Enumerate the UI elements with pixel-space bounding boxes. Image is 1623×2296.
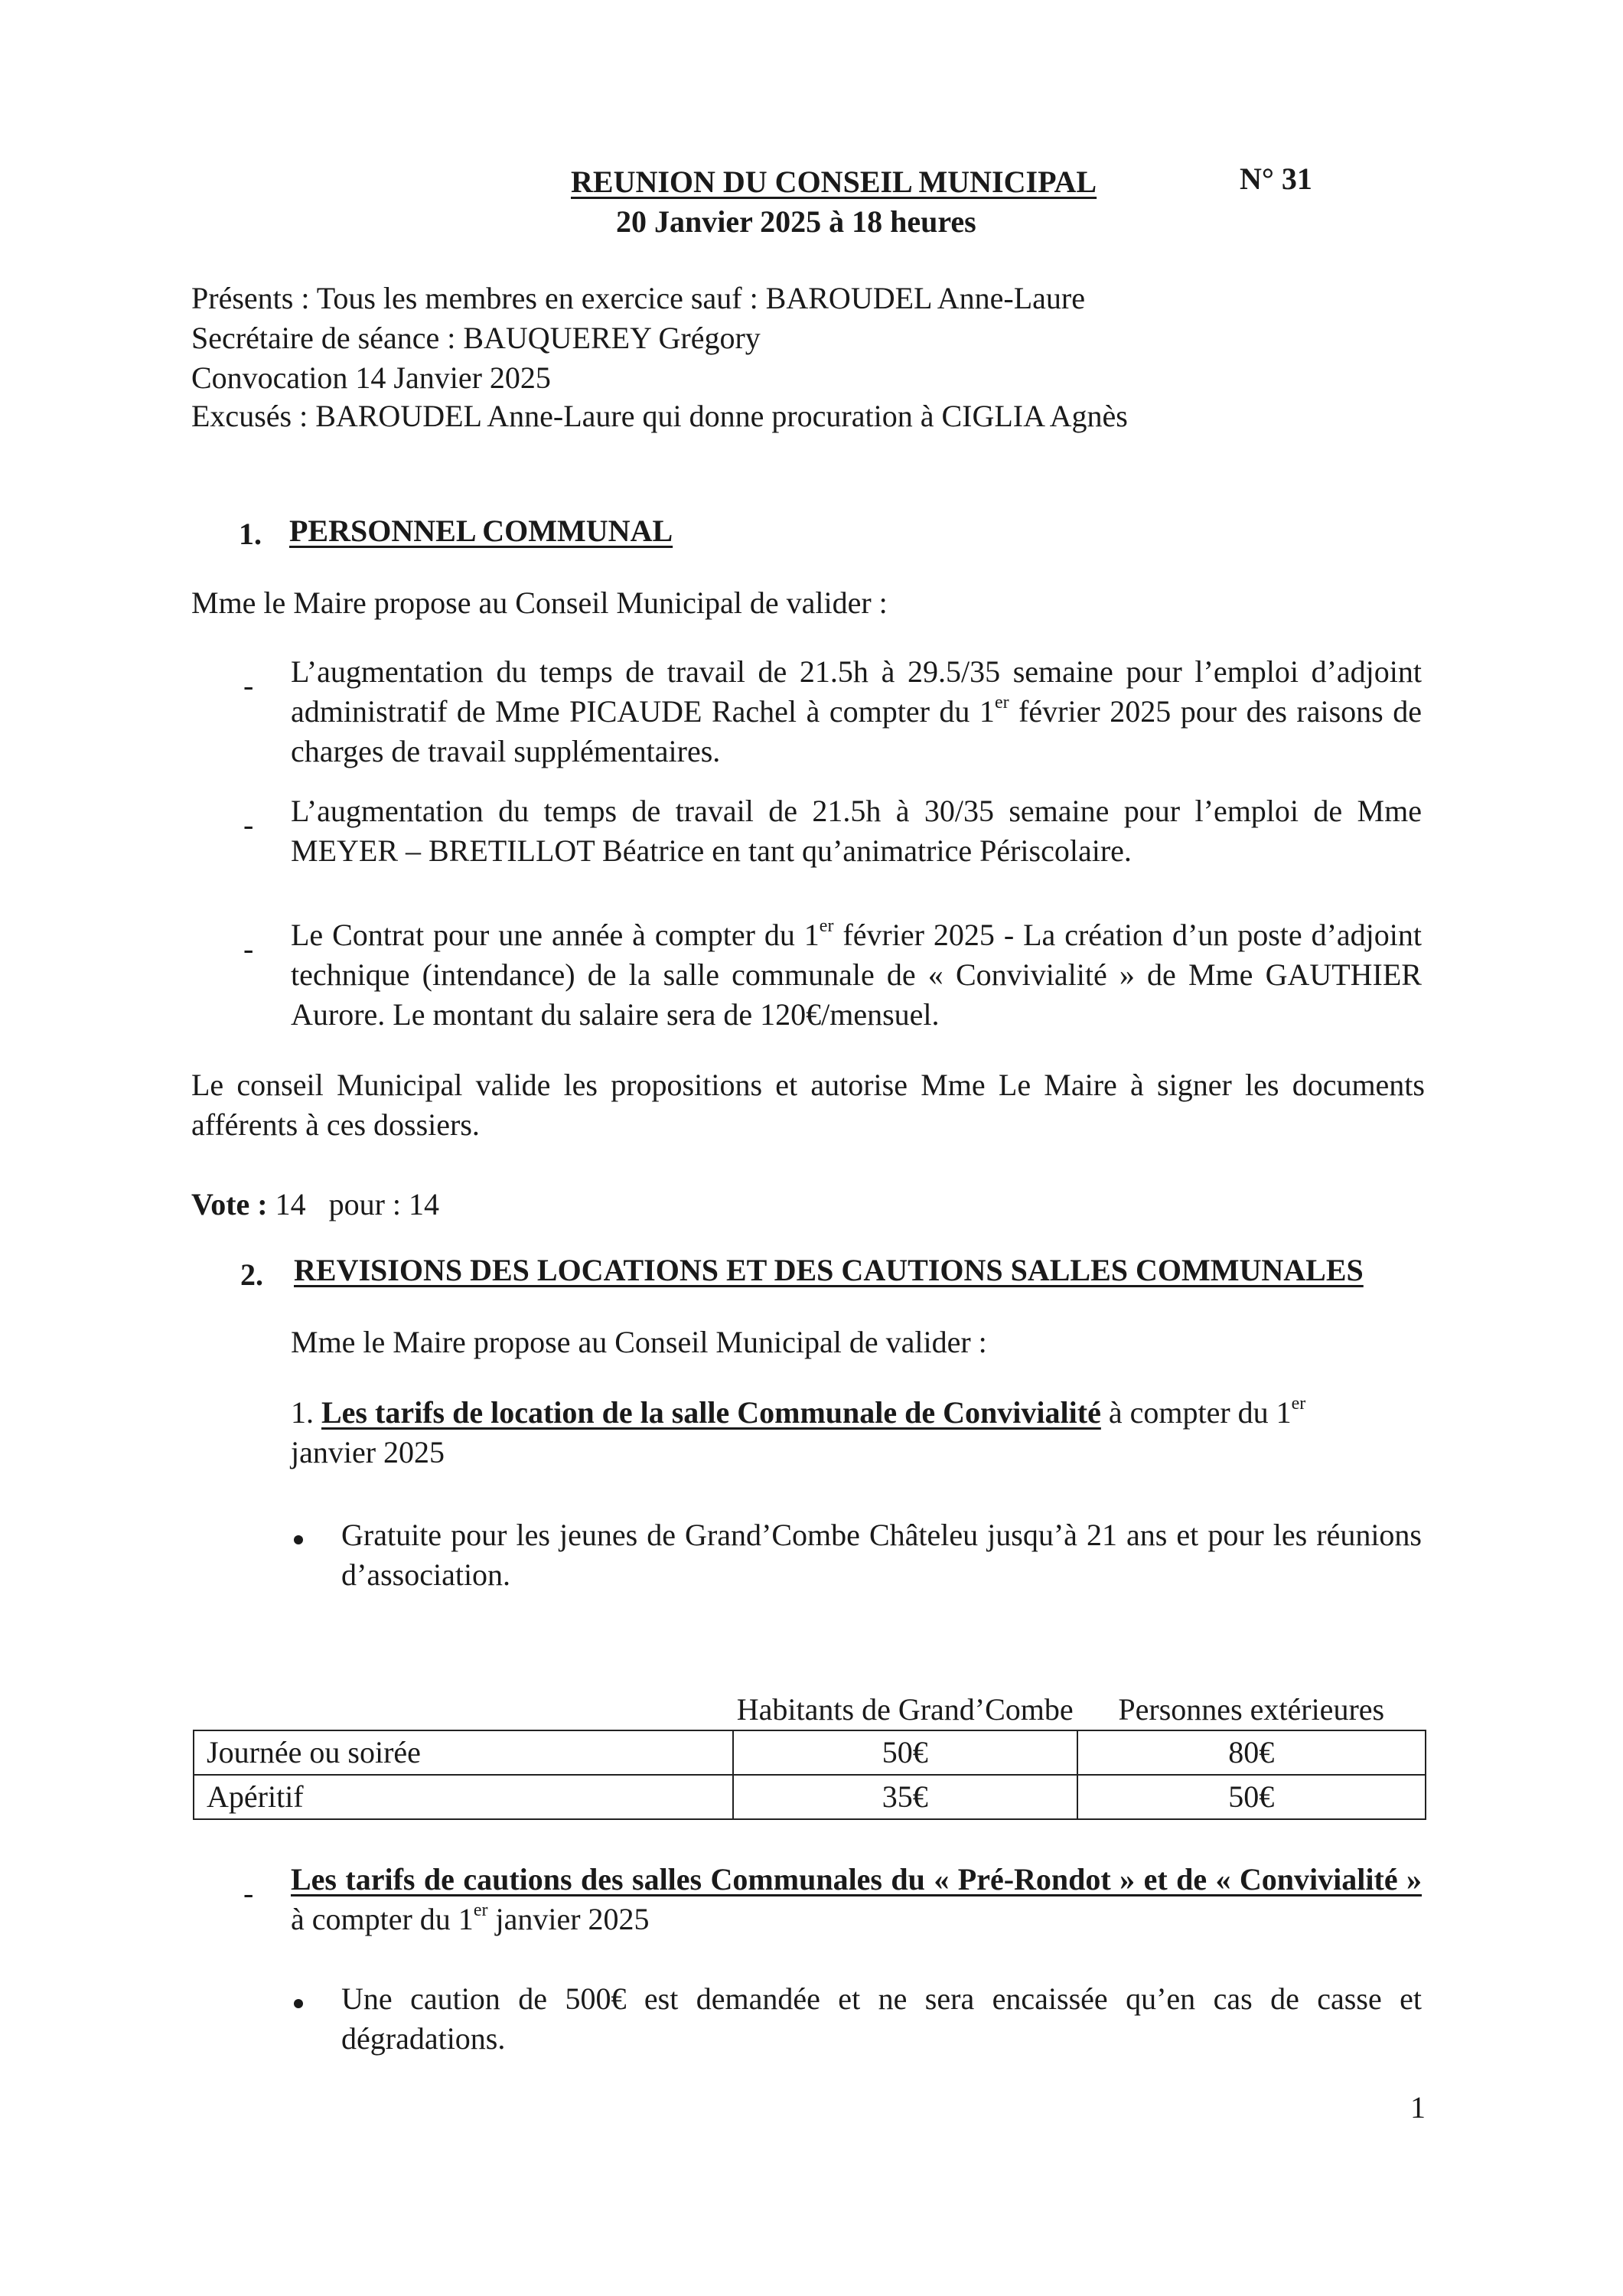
bullet-dot-icon: [294, 1999, 303, 2008]
tariff-table: [193, 1691, 1426, 1820]
section2-bullet1: Gratuite pour les jeunes de Grand’Combe Châteleu jusqu’à 21 ans et pour les réunions d’association.: [341, 1518, 1422, 1592]
section1-number: 1.: [239, 517, 262, 551]
table-cell-exterieurs: 80€: [1077, 1730, 1426, 1775]
page-number: 1: [1410, 2090, 1426, 2125]
table-cell-habitants: 50€: [733, 1730, 1077, 1775]
section2-title: REVISIONS DES LOCATIONS ET DES CAUTIONS SALLES COMMUNALES: [294, 1253, 1364, 1287]
list-dash: -: [243, 668, 254, 703]
attendance-convocation: Convocation 14 Janvier 2025: [191, 360, 551, 395]
section2-sub2: Les tarifs de cautions des salles Communales du « Pré-Rondot » et de « Convivialité » à compter du 1er janvier 2025: [291, 1862, 1422, 1936]
attendance-excuses: Excusés : BAROUDEL Anne-Laure qui donne procuration à CIGLIA Agnès: [191, 399, 1128, 433]
table-header-empty: [194, 1691, 733, 1730]
table-cell-label: Apéritif: [194, 1775, 733, 1819]
section1-item-3: Le Contrat pour une année à compter du 1er février 2025 - La création d’un poste d’adjoint technique (intendance) de la salle communale de « Convivialité » de Mme GAUTHIER Aurore. Le montant du salaire sera de 120€/mensuel.: [291, 916, 1422, 1032]
section1-item-1: L’augmentation du temps de travail de 21.5h à 29.5/35 semaine pour l’emploi d’adjoint administratif de Mme PICAUDE Rachel à compter du 1er février 2025 pour des raisons de charges de travail supplémentaires.: [291, 654, 1422, 768]
table-row: [194, 1775, 1426, 1819]
table-row: [194, 1730, 1426, 1775]
section1-title: PERSONNEL COMMUNAL: [289, 514, 673, 548]
section2-intro: Mme le Maire propose au Conseil Municipal de valider :: [291, 1325, 987, 1359]
list-dash: -: [243, 931, 254, 966]
section2-number: 2.: [240, 1257, 263, 1292]
document-title: REUNION DU CONSEIL MUNICIPAL: [571, 165, 1097, 199]
meeting-date: 20 Janvier 2025 à 18 heures: [616, 204, 976, 239]
table-cell-habitants: 35€: [733, 1775, 1077, 1819]
section1-conclusion: Le conseil Municipal valide les propositions et autorise Mme Le Maire à signer les documents afférents à ces dossiers.: [191, 1068, 1425, 1142]
section1-item-2: L’augmentation du temps de travail de 21.5h à 30/35 semaine pour l’emploi de Mme MEYER – BRETILLOT Béatrice en tant qu’animatrice Périscolaire.: [291, 794, 1422, 868]
attendance-presents: Présents : Tous les membres en exercice sauf : BAROUDEL Anne-Laure: [191, 281, 1085, 315]
section1-vote: Vote : 14 pour : 14: [191, 1187, 440, 1221]
table-header-habitants: Habitants de Grand’Combe: [736, 1692, 1074, 1727]
list-dash: -: [243, 1876, 254, 1910]
section2-bullet2: Une caution de 500€ est demandée et ne sera encaissée qu’en cas de casse et dégradations.: [341, 1981, 1422, 2056]
attendance-secretaire: Secrétaire de séance : BAUQUEREY Grégory: [191, 321, 761, 355]
table-cell-label: Journée ou soirée: [194, 1730, 733, 1775]
bullet-dot-icon: [294, 1535, 303, 1544]
table-header-exterieurs: Personnes extérieures: [1118, 1692, 1385, 1727]
section1-intro: Mme le Maire propose au Conseil Municipal de valider :: [191, 585, 888, 620]
document-number: N° 31: [1240, 161, 1312, 196]
section2-sub1: 1. Les tarifs de location de la salle Communale de Convivialité à compter du 1er janvier 2025: [291, 1394, 1306, 1469]
list-dash: -: [243, 807, 254, 842]
table-cell-exterieurs: 50€: [1077, 1775, 1426, 1819]
